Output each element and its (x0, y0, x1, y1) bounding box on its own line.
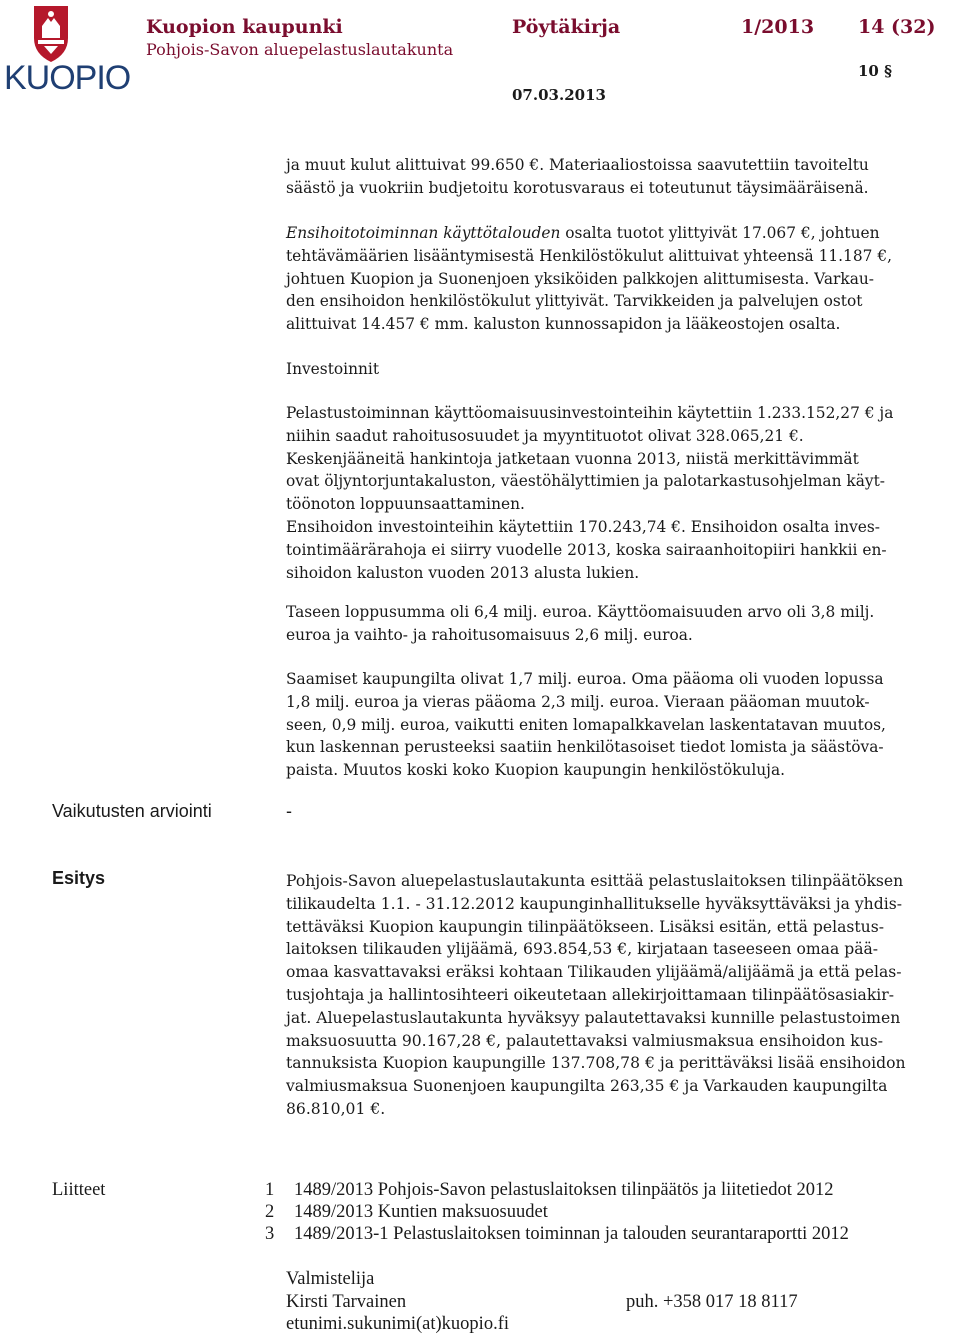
text-line: tehtävämäärien lisääntymisestä Henkilöstökulut alittuivat yhteensä 11.187 €, (286, 246, 892, 265)
text-line: kun laskennan perusteeksi saatiin henkilötasoiset tiedot lomista ja säästöva- (286, 738, 884, 757)
heading-investments: Investoinnit (286, 360, 379, 378)
text-line (286, 222, 960, 245)
header-doc-number: 1/2013 (741, 16, 815, 38)
text-line: töönoton loppuunsaattaminen. (286, 495, 525, 514)
text-line: maksuosuutta 90.167,28 €, palautettavaksi valmiusmaksua ensihoidon kus- (286, 1031, 883, 1050)
text-line: Saamiset kaupungilta olivat 1,7 milj. euroa. Oma pääoma oli vuoden lopussa (286, 670, 884, 688)
text-line: Taseen loppusumma oli 6,4 milj. euroa. Käyttöomaisuuden arvo oli 3,8 milj. (286, 603, 875, 621)
text-line: tilikaudelta 1.1. - 31.12.2012 kaupunginhallitukselle hyväksyttäväksi ja yhdis- (286, 894, 902, 913)
text-line: tettäväksi Kuopion kaupungin tilinpäätökseen. Lisäksi esitän, että pelastus- (286, 917, 884, 936)
header-doc-type: Pöytäkirja (512, 16, 621, 38)
italic-term: Ensihoitotoiminnan käyttötalouden (286, 224, 561, 242)
text-line: paista. Muutos koski koko Kuopion kaupungin henkilöstökuluja. (286, 761, 786, 780)
preparer-phone: puh. +358 017 18 8117 (626, 1292, 798, 1312)
preparer-email[interactable]: etunimi.sukunimi(at)kuopio.fi (286, 1314, 510, 1334)
text-line: ja muut kulut alittuivat 99.650 €. Materiaaliostoissa saavutettiin tavoiteltu (286, 156, 869, 174)
text-line: Pelastustoiminnan käyttöomaisuusinvestointeihin käytettiin 1.233.152,27 € ja (286, 404, 894, 422)
logo-wordmark: KUOPIO (4, 59, 131, 97)
attachment-link[interactable]: 1489/2013-1 Pelastuslaitoksen toiminnan ja talouden seurantaraportti 2012 (294, 1224, 849, 1244)
text-line: sihoidon kaluston vuoden 2013 alusta lukien. (286, 563, 640, 582)
text-line: tusjohtaja ja hallintosihteeri oikeutetaan allekirjoittamaan tilinpäätösasiakir- (286, 985, 894, 1004)
header-page-number: 14 (32) (858, 16, 936, 38)
text-line: omaa kasvattavaksi eräksi kohtaan Tilikauden ylijäämä/alijäämä ja että pelas- (286, 963, 902, 982)
header-section: 10 § (858, 62, 892, 80)
text-line: Keskenjääneitä hankintoja jatketaan vuonna 2013, niistä merkittävimmät (286, 449, 859, 468)
text-line: Pohjois-Savon aluepelastuslautakunta esittää pelastuslaitoksen tilinpäätöksen (286, 872, 904, 890)
header-committee: Pohjois-Savon aluepelastuslautakunta (146, 40, 454, 59)
proposal-label: Esitys (52, 868, 106, 888)
text-line: den ensihoidon henkilöstökulut ylittyivät. Tarvikkeiden ja palvelujen ostot (286, 292, 863, 311)
text-line: valmiusmaksua Suonenjoen kaupungilta 263,35 € ja Varkauden kaupungilta (286, 1077, 888, 1096)
text-line: 86.810,01 €. (286, 1099, 386, 1118)
impact-assessment-value: - (286, 801, 292, 821)
impact-assessment-label: Vaikutusten arviointi (52, 801, 212, 821)
attachment-link[interactable]: 1489/2013 Kuntien maksuosuudet (294, 1202, 548, 1222)
text-line: seen, 0,9 milj. euroa, vaikutti eniten lomapalkkavelan laskentatavan muutos, (286, 715, 886, 734)
text-line: 1,8 milj. euroa ja vieras pääoma 2,3 milj. euroa. Vieraan pääoman muutok- (286, 692, 870, 711)
text-line: niihin saadut rahoitusosuudet ja myyntituotot olivat 328.065,21 €. (286, 426, 804, 445)
text-line: Ensihoidon investointeihin käytettiin 170.243,74 €. Ensihoidon osalta inves- (286, 517, 881, 536)
attachment-number: 3 (265, 1224, 275, 1244)
text-line: tointimäärärahoja ei siirry vuodelle 2013, koska sairaanhoitopiiri hankkii en- (286, 540, 887, 559)
paragraph-balance-sheet (286, 601, 960, 647)
proposal-text (286, 870, 960, 1121)
text-line: euroa ja vaihto- ja rahoitusomaisuus 2,6 milj. euroa. (286, 625, 693, 644)
paragraph-ambulance-operations (286, 222, 960, 336)
attachment-number: 1 (265, 1180, 275, 1200)
paragraph-expenses (286, 154, 960, 200)
text-line: tannuksista Kuopion kaupungille 137.708,78 € ja perittäväksi lisää ensihoidon (286, 1054, 906, 1073)
text-line: johtuen Kuopion ja Suonenjoen yksiköiden palkkojen alittumisesta. Varkau- (286, 269, 874, 288)
preparer-title: Valmistelija (286, 1269, 375, 1289)
text-fragment: osalta tuotot ylittyivät 17.067 €, johtuen (560, 224, 880, 242)
attachment-number: 2 (265, 1202, 275, 1222)
text-line: jat. Aluepelastuslautakunta hyväksyy palautettavaksi kunnille pelastustoimen (286, 1008, 901, 1027)
paragraph-investments (286, 402, 960, 584)
coat-of-arms-icon (4, 4, 100, 66)
text-line: säästö ja vuokriin budjetoitu korotusvaraus ei toteutunut täysimääräisenä. (286, 178, 869, 197)
text-line: ovat öljyntorjuntakaluston, väestöhälyttimien ja palotarkastusohjelman käyt- (286, 472, 885, 491)
attachments-label: Liitteet (52, 1180, 106, 1200)
paragraph-receivables (286, 668, 960, 782)
preparer-name: Kirsti Tarvainen (286, 1292, 407, 1312)
kuopio-logo (4, 4, 131, 97)
text-line: alittuivat 14.457 € mm. kaluston kunnossapidon ja lääkeostojen osalta. (286, 315, 841, 334)
header-date: 07.03.2013 (512, 86, 606, 104)
header-org: Kuopion kaupunki (146, 16, 343, 38)
attachment-link[interactable]: 1489/2013 Pohjois-Savon pelastuslaitoksen tilinpäätös ja liitetiedot 2012 (294, 1180, 834, 1200)
text-line: laitoksen tilikauden ylijäämä, 693.854,53 €, kirjataan taseeseen omaa pää- (286, 940, 879, 959)
